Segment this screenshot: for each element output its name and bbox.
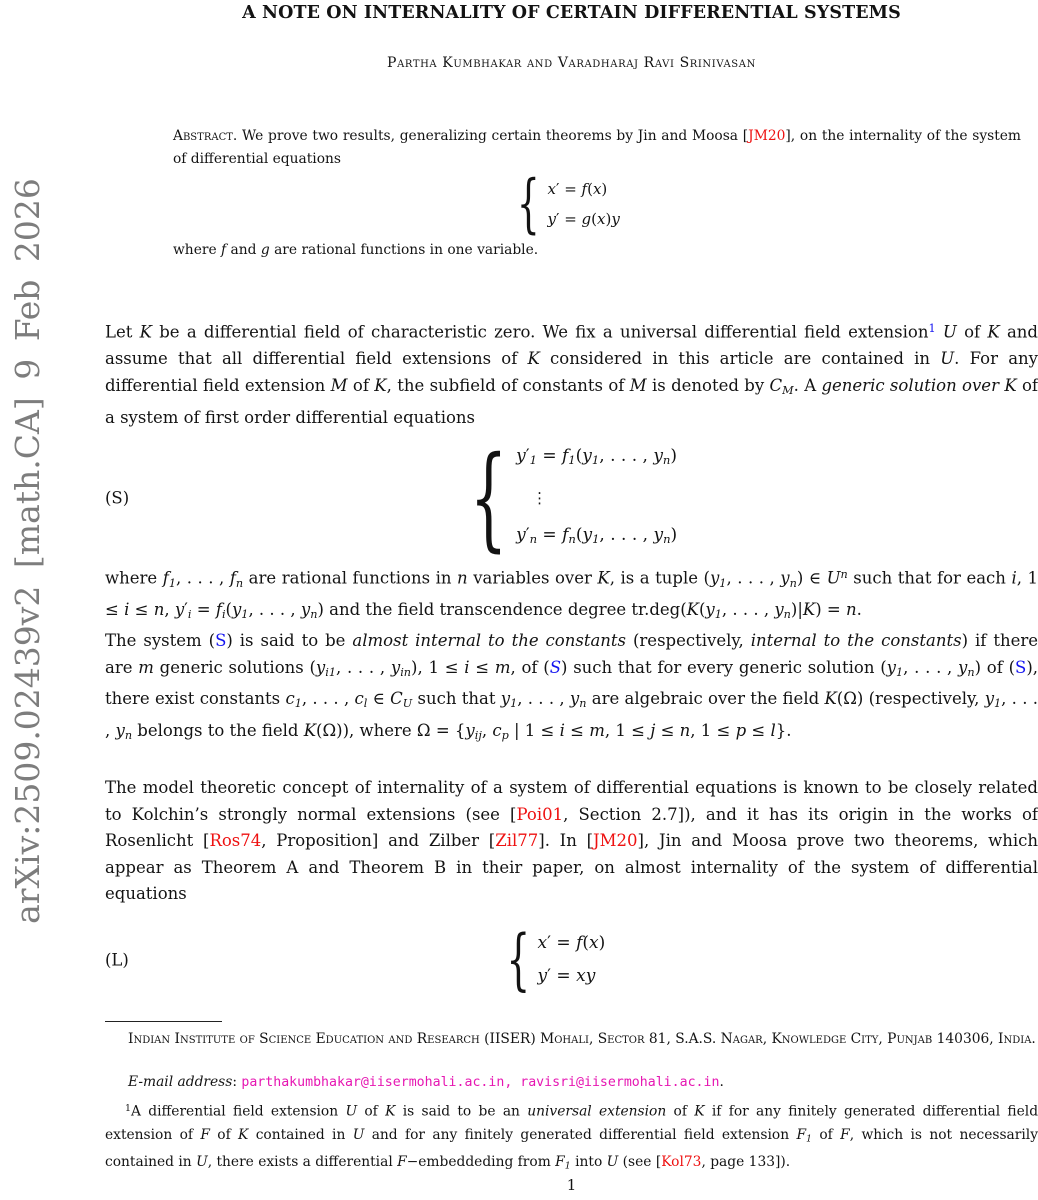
text-segment: We prove two results, generalizing certain theorems by Jin and Moosa [: [237, 128, 749, 144]
text-segment: (: [698, 600, 706, 620]
text-segment: p: [735, 721, 747, 741]
text-segment: U: [940, 349, 955, 369]
text-segment: n: [124, 729, 133, 743]
text-segment: =: [191, 600, 216, 620]
paragraph-model-theoretic: [105, 775, 1038, 908]
text-segment: ], on the internality of the system of differential equations: [173, 128, 1021, 167]
text-segment: F: [840, 1126, 850, 1143]
footnote-text: [105, 1097, 1038, 1178]
text-segment: (see [: [618, 1153, 662, 1170]
text-segment: ): [670, 446, 677, 467]
text-segment: f: [215, 600, 222, 620]
text-segment: such that for each: [847, 568, 1012, 588]
text-segment: , 1 ≤: [604, 721, 651, 741]
text-segment: g: [260, 242, 270, 258]
text-segment: E-mail address: [128, 1074, 233, 1090]
text-segment: 1: [568, 453, 576, 468]
text-segment: n: [783, 608, 791, 622]
text-segment: y: [984, 689, 995, 709]
text-segment: , . . . ,: [335, 657, 391, 677]
text-segment: y: [585, 966, 596, 986]
equation-group: [465, 432, 678, 564]
text-segment: (: [575, 524, 583, 545]
text-segment: considered in this article are contained in: [539, 349, 941, 369]
text-segment: [936, 323, 943, 342]
text-segment: ), 1 ≤: [411, 657, 465, 677]
text-segment: of: [357, 1103, 386, 1120]
text-segment: =: [559, 210, 582, 228]
page-content: [105, 0, 1038, 1200]
text-segment: . For any differential field extension: [105, 349, 1038, 395]
text-segment: c: [354, 689, 364, 709]
text-segment: C: [769, 375, 783, 395]
text-segment: y: [115, 721, 125, 741]
equation-system-L: [105, 921, 1038, 999]
footnote-rule: [105, 1021, 222, 1022]
text-segment: ≤: [564, 721, 590, 741]
text-segment: ): [601, 180, 608, 198]
text-segment: U: [196, 1153, 208, 1170]
equation-lines: [512, 438, 677, 557]
text-segment: y: [231, 600, 242, 620]
text-segment: y: [390, 657, 401, 677]
text-segment: ′: [556, 180, 560, 198]
text-segment: K: [385, 1103, 396, 1120]
text-segment: , . . . ,: [599, 446, 654, 467]
text-segment: K: [686, 600, 699, 620]
text-segment: y: [709, 568, 720, 588]
text-segment: =: [559, 180, 582, 198]
text-segment: K: [694, 1103, 705, 1120]
text-segment: generic solutions (: [153, 657, 316, 677]
text-segment: y: [516, 446, 526, 467]
text-segment: ) of (: [974, 657, 1015, 677]
citation-link[interactable]: Zil77: [495, 831, 539, 851]
text-segment: K: [597, 568, 610, 588]
text-segment: are rational functions in: [243, 568, 458, 588]
text-segment: where: [173, 242, 222, 258]
text-segment: g: [581, 210, 592, 228]
equation-line: [516, 438, 677, 479]
equation-lines: [534, 927, 606, 993]
text-segment: x: [537, 933, 548, 953]
equation-group: [513, 167, 620, 241]
text-segment: y: [611, 210, 620, 228]
text-segment: x: [592, 180, 602, 198]
text-segment: , . . . ,: [903, 657, 959, 677]
text-segment: n: [579, 697, 587, 711]
text-segment: (respectively,: [626, 631, 751, 650]
text-segment: x: [576, 966, 586, 986]
ref-link[interactable]: S: [1015, 657, 1027, 677]
text-segment: (Ω)), where Ω = {: [316, 721, 466, 741]
text-segment: =: [537, 524, 563, 545]
text-segment: . A: [793, 375, 822, 395]
text-segment: .: [856, 600, 862, 620]
text-segment: K: [139, 322, 152, 342]
text-segment: ′: [525, 524, 530, 545]
text-segment: , page 133]).: [701, 1153, 791, 1170]
equation-label-S: (S): [105, 488, 130, 508]
text-segment: ) such that for every generic solution (: [561, 657, 887, 677]
text-segment: ′: [547, 933, 552, 953]
text-segment: :: [232, 1074, 242, 1090]
ref-link[interactable]: S: [215, 631, 227, 650]
text-segment: i: [1011, 568, 1017, 588]
text-segment: F: [796, 1126, 807, 1143]
citation-link[interactable]: Kol73: [661, 1153, 702, 1170]
text-segment: be a differential field of characteristic zero. We fix a universal differential field extension: [151, 322, 929, 342]
text-segment: 1: [895, 665, 904, 679]
text-segment: , is a tuple (: [609, 568, 710, 588]
text-segment: ): [670, 524, 678, 545]
text-segment: 1: [591, 453, 600, 468]
text-segment: (: [587, 180, 593, 198]
text-segment: ) is said to be: [226, 631, 353, 650]
text-segment: ′: [547, 966, 552, 986]
text-segment: ≤: [746, 721, 771, 741]
text-segment: ,: [481, 721, 493, 741]
text-segment: in: [400, 665, 412, 679]
text-segment: n: [568, 531, 576, 546]
text-segment: ) if there are: [105, 631, 1038, 677]
text-segment: n: [153, 600, 165, 620]
text-segment: 1: [564, 1160, 571, 1172]
text-segment: i: [559, 721, 565, 741]
text-segment: , . . . ,: [248, 600, 301, 620]
equation-line: [548, 204, 620, 234]
text-segment: y: [958, 657, 968, 677]
text-segment: y: [653, 524, 664, 545]
text-segment: −embeddeding from: [406, 1153, 556, 1170]
text-segment: n: [967, 665, 975, 679]
text-segment: f: [576, 933, 583, 953]
text-segment: A differential field extension: [130, 1103, 346, 1120]
text-segment: contained in: [248, 1126, 353, 1143]
text-segment: ∈: [367, 689, 391, 709]
text-segment: are algebraic over the field: [586, 689, 825, 709]
paragraph-where: [105, 562, 1038, 629]
paper-authors: Partha Kumbhakar and Varadharaj Ravi Srinivasan: [387, 55, 756, 71]
text-segment: f: [562, 446, 569, 467]
text-segment: 1: [529, 453, 537, 468]
text-segment: =: [551, 966, 577, 986]
text-segment: ,: [164, 600, 175, 620]
vertical-dots: ⋮: [532, 488, 548, 507]
text-segment: K: [1004, 375, 1017, 395]
citation-link[interactable]: Poi01: [516, 804, 564, 824]
email-link[interactable]: parthakumbhakar@iisermohali.ac.in: [241, 1075, 505, 1090]
text-segment: 1: [994, 697, 1002, 711]
text-segment: 1: [294, 697, 302, 711]
text-segment: )|: [790, 600, 803, 620]
text-segment: n: [310, 608, 318, 622]
text-segment: K: [527, 349, 540, 369]
text-segment: f: [562, 524, 569, 545]
text-segment: variables over: [467, 568, 598, 588]
text-segment: , . . . ,: [599, 524, 654, 545]
text-segment: are rational functions in one variable.: [269, 242, 539, 258]
text-segment: , . . . ,: [721, 600, 775, 620]
text-segment: , 1 ≤: [690, 721, 736, 741]
text-segment: K: [802, 600, 816, 620]
text-segment: n: [679, 721, 691, 741]
text-segment: ) ∈: [796, 568, 827, 588]
text-segment: (: [591, 210, 598, 228]
text-segment: j: [650, 721, 656, 741]
text-segment: n: [845, 600, 857, 620]
citation-link[interactable]: JM20: [748, 128, 786, 144]
text-segment: n: [662, 453, 671, 468]
ref-link[interactable]: S: [549, 657, 562, 677]
text-segment: and for any finitely generated differential field extension: [364, 1126, 797, 1143]
text-segment: almost internal to the constants: [352, 631, 627, 650]
text-segment: i: [221, 608, 226, 622]
email-address-line: [105, 1074, 1038, 1090]
text-segment: f: [581, 180, 588, 198]
text-segment: , . . . ,: [175, 568, 230, 588]
text-segment: }.: [775, 721, 792, 741]
text-segment: U: [402, 697, 413, 711]
text-segment: ), there exist constants: [105, 657, 1038, 709]
text-segment: K: [987, 322, 1000, 342]
text-segment: f: [229, 568, 236, 588]
left-brace: {: [516, 167, 540, 241]
text-segment: , of (: [510, 657, 550, 677]
text-segment: U: [826, 568, 841, 588]
text-segment: x: [547, 180, 557, 198]
text-segment: is denoted by: [646, 375, 770, 395]
institution-address: Indian Institute of Science Education and Research (IISER) Mohali, Sector 81, S.A.S. Nagar, Knowledge City, Punjab 140306, India.: [128, 1031, 1036, 1047]
equation-label-L: (L): [105, 950, 129, 970]
equation-line: [538, 927, 606, 960]
text-segment: Let: [105, 322, 140, 342]
text-segment: n: [789, 576, 797, 590]
text-segment: , . . . ,: [517, 689, 570, 709]
citation-link[interactable]: Ros74: [209, 831, 262, 851]
text-segment: 1: [510, 697, 518, 711]
text-segment: U: [606, 1153, 619, 1170]
text-segment: 1: [592, 531, 600, 546]
text-segment: of: [347, 375, 375, 395]
text-segment: of: [956, 322, 988, 342]
text-segment: U: [345, 1103, 358, 1120]
text-segment: ′: [525, 446, 530, 467]
text-segment: i: [464, 657, 470, 677]
text-segment: Abstract.: [173, 128, 238, 144]
paper-title: A NOTE ON INTERNALITY OF CERTAIN DIFFERENTIAL SYSTEMS: [242, 3, 901, 23]
text-segment: p: [501, 729, 509, 743]
left-brace: {: [469, 432, 508, 564]
text-segment: , . . . ,: [301, 689, 355, 709]
text-segment: is said to be an: [395, 1103, 528, 1120]
text-segment: ): [605, 210, 612, 228]
email-link[interactable]: ,: [504, 1075, 521, 1090]
text-segment: ]. In [: [538, 831, 594, 851]
ref-link[interactable]: 1: [928, 322, 936, 335]
equation-line: [516, 517, 677, 558]
text-segment: K: [824, 689, 837, 709]
text-segment: n: [663, 531, 671, 546]
text-segment: i: [187, 608, 192, 622]
paragraph-intro: [105, 316, 1038, 431]
text-segment: M: [330, 375, 348, 395]
text-segment: ≤: [655, 721, 680, 741]
text-segment: y: [300, 600, 311, 620]
text-segment: (: [225, 600, 232, 620]
text-segment: , which is not necessarily contained in: [105, 1126, 1038, 1170]
text-segment: C: [390, 689, 403, 709]
text-segment: m: [494, 657, 511, 677]
abstract-text: [173, 125, 1021, 171]
text-segment: internal to the constants: [750, 631, 962, 650]
text-segment: y: [465, 721, 475, 741]
text-segment: (: [575, 446, 583, 467]
text-segment: K: [303, 721, 317, 741]
text-segment: ) and the field transcendence degree tr.deg(: [317, 600, 687, 620]
text-segment: y: [582, 446, 592, 467]
text-segment: y: [516, 524, 526, 545]
text-segment: n: [235, 576, 244, 590]
text-segment: , . . . ,: [726, 568, 781, 588]
text-segment: ′: [184, 600, 188, 620]
text-segment: ij: [474, 729, 482, 743]
text-segment: if for any finitely generated differential field extension of: [105, 1103, 1038, 1143]
text-segment: ≤: [469, 657, 495, 677]
equation-system-S: [105, 432, 1038, 564]
text-segment: y: [780, 568, 790, 588]
text-segment: ′: [556, 210, 560, 228]
text-segment: ) =: [815, 600, 846, 620]
left-brace: {: [506, 921, 531, 999]
abstract-outro: [173, 239, 1021, 262]
page-number: 1: [566, 1176, 577, 1194]
paragraph-internality: [105, 628, 1038, 750]
text-segment: y: [174, 600, 185, 620]
text-segment: , . . . ,: [105, 689, 1038, 741]
text-segment: x: [597, 210, 606, 228]
text-segment: universal extension: [527, 1103, 667, 1120]
text-segment: belongs to the field: [132, 721, 304, 741]
text-segment: into: [570, 1153, 607, 1170]
text-segment: M: [629, 375, 647, 395]
text-segment: f: [162, 568, 169, 588]
text-segment: 1: [241, 608, 249, 622]
text-segment: =: [536, 446, 562, 467]
text-segment: , Proposition] and Zilber [: [261, 831, 496, 851]
text-segment: of: [812, 1126, 841, 1143]
text-segment: n: [529, 531, 538, 546]
text-segment: m: [138, 657, 154, 677]
text-segment: F: [397, 1153, 407, 1170]
text-segment: m: [589, 721, 605, 741]
text-segment: of a system of first order differential equations: [105, 375, 1038, 427]
email-link[interactable]: ravisri@iisermohali.ac.in: [520, 1075, 720, 1090]
text-segment: i1: [325, 665, 336, 679]
text-segment: y: [886, 657, 896, 677]
text-segment: 1: [125, 1103, 131, 1114]
text-segment: U: [942, 322, 957, 342]
text-segment: c: [492, 721, 502, 741]
text-segment: .: [719, 1074, 724, 1090]
text-segment: , Section 2.7]), and it has its origin in the works of Rosenlicht [: [105, 804, 1038, 851]
text-segment: 1: [806, 1133, 813, 1145]
text-segment: The model theoretic concept of internality of a system of differential equations is known to be closely related to Kolchin’s strongly normal extensions (see [: [105, 778, 1038, 824]
text-segment: y: [774, 600, 784, 620]
text-segment: U: [352, 1126, 365, 1143]
text-segment: , 1 ≤: [105, 568, 1038, 620]
equation-line: [548, 174, 620, 204]
text-segment: ], Jin and Moosa prove two theorems, which appear as Theorem A and Theorem B in their paper, on almost internality of the system of differential equations: [105, 831, 1038, 904]
text-segment: =: [551, 933, 577, 953]
text-segment: y: [500, 689, 511, 709]
text-segment: y: [569, 689, 580, 709]
text-segment: y: [653, 446, 663, 467]
text-segment: of: [209, 1126, 239, 1143]
text-segment: and: [226, 242, 261, 258]
text-segment: , there exists a differential: [207, 1153, 398, 1170]
text-segment: c: [285, 689, 295, 709]
equation-line: [538, 960, 606, 993]
abstract-equation: [105, 167, 1038, 241]
text-segment: ≤: [129, 600, 154, 620]
text-segment: | 1 ≤: [508, 721, 560, 741]
text-segment: 1: [719, 576, 727, 590]
text-segment: of: [666, 1103, 695, 1120]
text-segment: F: [555, 1153, 565, 1170]
text-segment: such that: [412, 689, 501, 709]
text-segment: K: [238, 1126, 249, 1143]
text-segment: y: [705, 600, 715, 620]
text-segment: ): [598, 933, 606, 953]
text-segment: The system (: [105, 631, 216, 650]
text-segment: l: [770, 721, 776, 741]
citation-link[interactable]: JM20: [593, 831, 638, 851]
text-segment: n: [457, 568, 468, 588]
text-segment: F: [200, 1126, 210, 1143]
arxiv-stamp: [4, 150, 52, 952]
text-segment: n: [840, 568, 848, 581]
text-segment: , the subfield of constants of: [386, 375, 630, 395]
equation-group: [503, 921, 606, 999]
text-segment: y: [547, 210, 557, 228]
text-segment: i: [124, 600, 130, 620]
text-segment: l: [363, 697, 368, 711]
text-segment: 1: [714, 608, 722, 622]
text-segment: 1: [168, 576, 176, 590]
text-segment: K: [374, 375, 387, 395]
text-segment: y: [315, 657, 326, 677]
text-segment: generic solution over: [821, 375, 999, 395]
text-segment: M: [782, 383, 794, 397]
text-segment: where: [105, 568, 163, 588]
text-segment: x: [589, 933, 599, 953]
text-segment: (: [582, 933, 590, 953]
text-segment: and assume that all differential field extensions of: [105, 322, 1038, 369]
text-segment: y: [537, 966, 548, 986]
equation-lines: [544, 174, 620, 234]
text-segment: y: [582, 524, 593, 545]
text-segment: (Ω) (respectively,: [836, 689, 985, 709]
text-segment: f: [221, 242, 227, 258]
arxiv-stamp-text: arXiv:2509.02439v2 [math.CA] 9 Feb 2026: [8, 178, 47, 924]
